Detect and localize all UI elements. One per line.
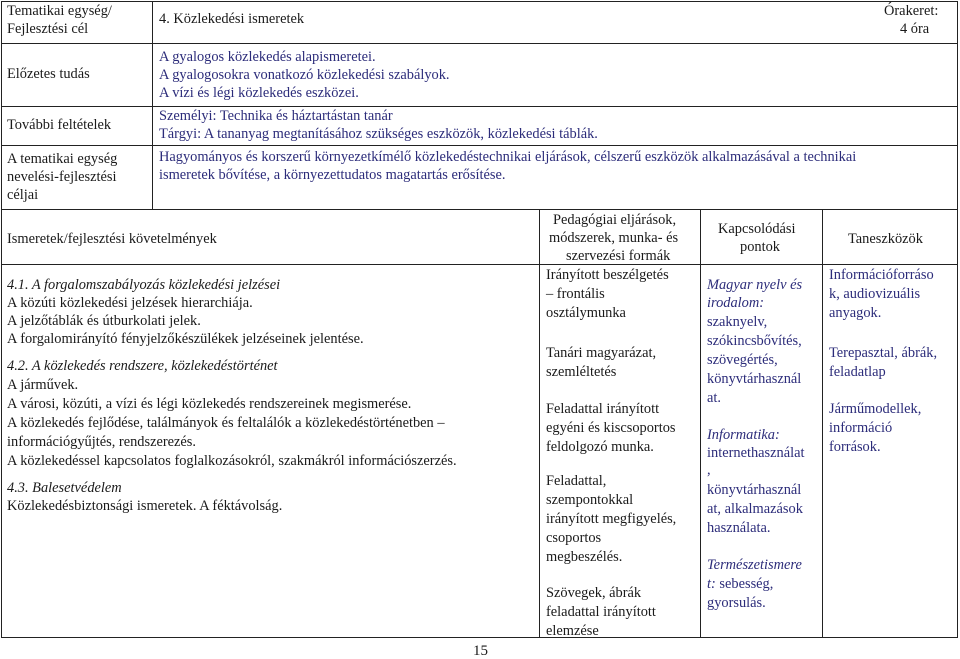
- requirements-header: Ismeretek/fejlesztési követelmények: [7, 231, 217, 247]
- connection-2-line-1: internethasználat: [707, 445, 805, 461]
- methods-column-divider: [539, 209, 540, 638]
- label-column-title-2: Fejlesztési cél: [7, 21, 89, 37]
- table-top-border: [1, 1, 958, 2]
- section-4-3-title: 4.3. Balesetvédelem: [7, 480, 122, 496]
- method-4-line-1: Feladattal,: [546, 473, 607, 489]
- section-4-2-line-5: A közlekedéssel kapcsolatos foglalkozásokról, szakmákról információszerzés.: [7, 453, 457, 469]
- label-column-title-1: Tematikai egység/: [7, 3, 112, 19]
- tools-column-divider: [822, 209, 823, 638]
- prior-knowledge-label: Előzetes tudás: [7, 66, 90, 82]
- section-4-2-line-2: A városi, közúti, a vízi és légi közlekedés rendszereinek megismerése.: [7, 396, 412, 412]
- section-4-2-line-3: A közlekedés fejlődése, találmányok és feltalálók a közlekedéstörténetben –: [7, 415, 445, 431]
- connection-1-line-2: szókincsbővítés,: [707, 333, 802, 349]
- section-4-3-line-1: Közlekedésbiztonsági ismeretek. A féktávolság.: [7, 498, 283, 514]
- further-conditions-line-1: Személyi: Technika és háztartástan tanár: [159, 108, 393, 124]
- row-divider-4: [1, 209, 958, 210]
- goals-label-1: A tematikai egység: [7, 151, 118, 167]
- unit-title: 4. Közlekedési ismeretek: [159, 11, 305, 27]
- method-5-line-1: Szövegek, ábrák: [546, 585, 642, 601]
- tool-2-line-2: feladatlap: [829, 364, 886, 380]
- connection-1-line-1: szaknyelv,: [707, 314, 768, 330]
- tools-header: Taneszközök: [848, 231, 923, 247]
- prior-knowledge-line-1: A gyalogos közlekedés alapismeretei.: [159, 49, 376, 65]
- tool-1-line-3: anyagok.: [829, 305, 882, 321]
- tool-1-line-1: Információforráso: [829, 267, 934, 283]
- method-4-line-4: csoportos: [546, 530, 602, 546]
- method-3-line-1: Feladattal irányított: [546, 401, 660, 417]
- hours-value: 4 óra: [900, 21, 930, 37]
- connection-3-subject-2: t:: [707, 576, 716, 592]
- section-4-2-title: 4.2. A közlekedés rendszere, közlekedéstörténet: [7, 358, 278, 374]
- section-4-1-line-1: A közúti közlekedési jelzések hierarchiája.: [7, 295, 253, 311]
- goals-line-2: ismeretek bővítése, a környezettudatos magatartás erősítése.: [159, 167, 506, 183]
- goals-line-1: Hagyományos és korszerű környezetkímélő közlekedéstechnikai eljárások, célszerű eszközök alkalmazásával a technikai: [159, 149, 857, 165]
- table-left-border: [1, 1, 2, 638]
- methods-header-3: szervezési formák: [566, 248, 671, 264]
- row-divider-1: [1, 43, 958, 44]
- tool-1-line-2: k, audiovizuális: [829, 286, 921, 302]
- method-4-line-2: szempontokkal: [546, 492, 634, 508]
- method-3-line-2: egyéni és kiscsoportos: [546, 420, 676, 436]
- connection-3-line-1: gyorsulás.: [707, 595, 766, 611]
- method-2-line-1: Tanári magyarázat,: [546, 345, 657, 361]
- connection-1-line-3: szövegértés,: [707, 352, 778, 368]
- method-1-line-2: – frontális: [546, 286, 605, 302]
- table-bottom-border: [1, 637, 958, 638]
- connection-2-line-2: ,: [707, 462, 711, 478]
- section-4-1-line-2: A jelzőtáblák és útburkolati jelek.: [7, 313, 201, 329]
- further-conditions-label: További feltételek: [7, 117, 112, 133]
- connection-2-line-5: használata.: [707, 520, 771, 536]
- goals-label-2: nevelési-fejlesztési: [7, 169, 117, 185]
- connections-header-1: Kapcsolódási: [718, 221, 796, 237]
- connection-3-inline: sebesség,: [715, 576, 774, 592]
- prior-knowledge-line-2: A gyalogosokra vonatkozó közlekedési szabályok.: [159, 67, 450, 83]
- method-1-line-1: Irányított beszélgetés: [546, 267, 669, 283]
- row-divider-5: [1, 264, 958, 265]
- section-4-1-line-3: A forgalomirányító fényjelzőkészülékek jelzéseinek jelentése.: [7, 331, 364, 347]
- row-divider-3: [1, 145, 958, 146]
- tool-3-line-1: Járműmodellek,: [829, 401, 922, 417]
- label-column-divider: [152, 1, 153, 210]
- page-number: 15: [473, 643, 488, 659]
- connection-2-line-4: at, alkalmazások: [707, 501, 803, 517]
- method-4-line-5: megbeszélés.: [546, 549, 623, 565]
- connection-1-line-5: at.: [707, 390, 721, 406]
- connections-column-divider: [700, 209, 701, 638]
- tool-2-line-1: Terepasztal, ábrák,: [829, 345, 938, 361]
- row-divider-2: [1, 106, 958, 107]
- method-1-line-3: osztálymunka: [546, 305, 626, 321]
- connection-1-subject-2: irodalom:: [707, 295, 765, 311]
- methods-header-1: Pedagógiai eljárások,: [553, 212, 677, 228]
- method-4-line-3: irányított megfigyelés,: [546, 511, 677, 527]
- section-4-2-line-1: A járművek.: [7, 377, 79, 393]
- connection-1-subject-1: Magyar nyelv és: [707, 277, 803, 293]
- methods-header-2: módszerek, munka- és: [549, 230, 679, 246]
- section-4-2-line-4: információgyűjtés, rendszerezés.: [7, 434, 196, 450]
- method-5-line-2: feladattal irányított: [546, 604, 656, 620]
- table-right-border: [957, 1, 958, 638]
- section-4-1-title: 4.1. A forgalomszabályozás közlekedési jelzései: [7, 277, 281, 293]
- connection-2-line-3: könyvtárhasznál: [707, 482, 802, 498]
- tool-3-line-3: források.: [829, 439, 881, 455]
- tool-3-line-2: információ: [829, 420, 893, 436]
- connection-2-subject: Informatika:: [707, 427, 780, 443]
- further-conditions-line-2: Tárgyi: A tananyag megtanításához szükséges eszközök, közlekedési táblák.: [159, 126, 598, 142]
- hours-label: Órakeret:: [884, 3, 939, 19]
- connection-3-subject-line-2: [707, 575, 773, 593]
- connections-header-2: pontok: [740, 239, 780, 255]
- method-2-line-2: szemléltetés: [546, 364, 617, 380]
- connection-1-line-4: könyvtárhasznál: [707, 371, 802, 387]
- connection-3-subject-1: Természetismere: [707, 557, 802, 573]
- prior-knowledge-line-3: A vízi és légi közlekedés eszközei.: [159, 85, 359, 101]
- method-5-line-3: elemzése: [546, 623, 599, 639]
- method-3-line-3: feldolgozó munka.: [546, 439, 654, 455]
- goals-label-3: céljai: [7, 187, 39, 203]
